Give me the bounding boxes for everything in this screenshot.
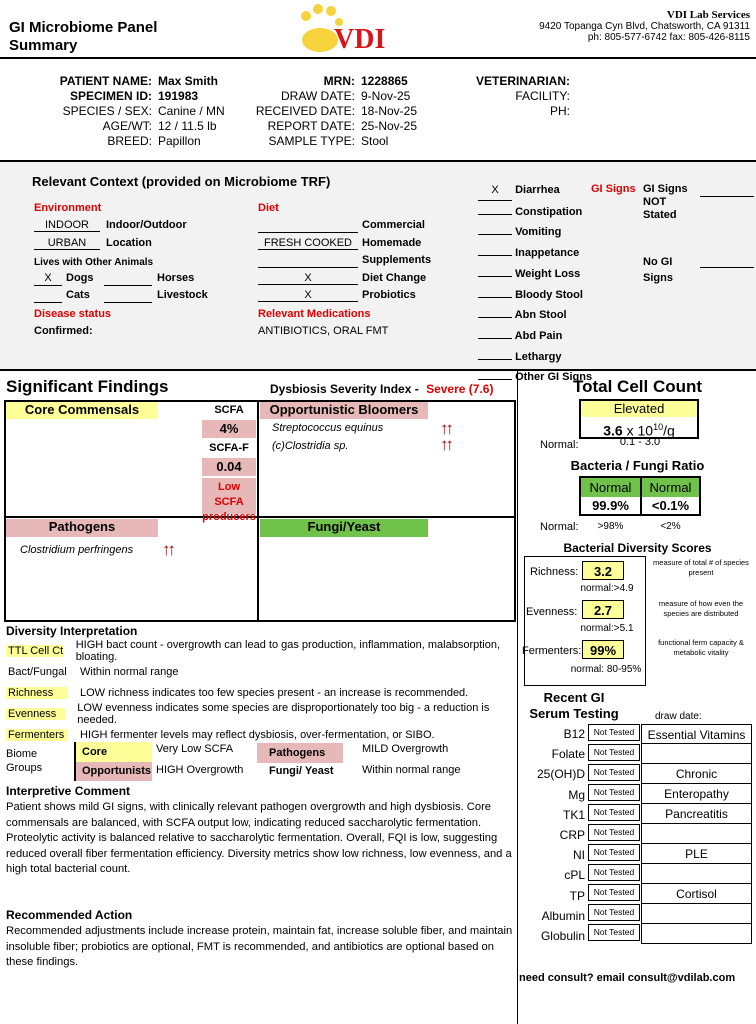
group-empty — [641, 904, 752, 924]
lab-address: 9420 Topanga Cyn Blvd, Chatsworth, CA 91311 — [539, 21, 750, 32]
commercial-mark — [258, 219, 358, 233]
test-result: Not Tested — [588, 724, 640, 741]
fermenters-label: Fermenters: — [522, 645, 582, 657]
sign-mark — [478, 366, 512, 380]
sign-mark — [478, 304, 512, 318]
context-section — [0, 160, 756, 384]
fermenters-value: 99% — [582, 640, 624, 659]
total-cell-title: Total Cell Count — [572, 377, 703, 396]
sign-label: Weight Loss — [515, 267, 581, 280]
sign-row — [478, 325, 592, 346]
total-cell-box — [579, 399, 699, 439]
test-name: Albumin — [541, 908, 585, 923]
dys-label: Dysbiosis Severity Index - — [270, 382, 419, 396]
test-name: TP — [569, 888, 585, 903]
fermenters-normal: normal: 80-95% — [570, 664, 642, 675]
sign-mark — [478, 284, 512, 298]
bact-normal: >98% — [597, 521, 624, 532]
opp-item: (c)Clostridia sp. — [272, 440, 349, 452]
pathogens-label: Pathogens — [257, 743, 343, 763]
dys-value: Severe (7.6) — [426, 382, 494, 396]
patient-name: Max Smith — [158, 74, 219, 88]
no-gi-1: No GI — [643, 256, 673, 268]
group-essential-vitamins: Essential Vitamins — [641, 724, 752, 744]
bact-status: Normal — [581, 478, 640, 497]
sign-row — [478, 346, 592, 367]
up-arrow-icon: ↑↑ — [440, 435, 451, 454]
interp-rows — [6, 640, 511, 745]
breed: Papillon — [158, 134, 201, 148]
serum-test-names — [519, 724, 585, 946]
group-empty — [641, 744, 752, 764]
test-result: Not Tested — [588, 924, 640, 941]
species-sex: Canine / MN — [158, 104, 225, 118]
sign-label: Vomiting — [515, 226, 562, 239]
serum-results — [588, 724, 640, 944]
grid-hline — [6, 516, 514, 518]
opportunists-label: Opportunists — [76, 762, 152, 781]
interp-label: Bact/Fungal — [8, 665, 67, 678]
livestock-mark — [104, 289, 152, 303]
evenness-normal: normal:>5.1 — [580, 623, 634, 634]
test-name: cPL — [564, 868, 585, 883]
interp-label: Richness — [6, 687, 68, 699]
dietchange-label: Diet Change — [362, 272, 427, 284]
horses-label: Horses — [157, 272, 195, 284]
interp-row — [6, 640, 511, 661]
bf-ratio-title: Bacteria / Fungi Ratio — [570, 458, 705, 473]
test-result: Not Tested — [588, 764, 640, 781]
total-unit: x 10 — [622, 422, 654, 439]
action-title: Recommended Action — [6, 908, 133, 922]
gi-signs-line — [700, 196, 754, 197]
label-report: REPORT DATE: — [267, 119, 355, 133]
comment-title: Interpretive Comment — [6, 784, 131, 798]
gi-signs-label: GI Signs — [643, 183, 688, 195]
findings-grid — [4, 400, 516, 622]
total-exp: 10 — [653, 422, 664, 432]
interp-text: HIGH bact count - overgrowth can lead to gas production, inflammation, malabsorption, bloating. — [75, 638, 501, 663]
bf-normal-label: Normal: — [540, 521, 579, 533]
vet-labels — [470, 74, 570, 119]
sign-mark — [478, 242, 512, 256]
indoor-label: Indoor/Outdoor — [106, 219, 187, 231]
pathogens-header: Pathogens — [6, 519, 158, 537]
opportunists-value: HIGH Overgrowth — [156, 764, 244, 776]
total-unit-g: /g — [663, 422, 675, 439]
dietchange-mark: X — [258, 272, 358, 285]
test-name: Globulin — [540, 929, 585, 944]
test-result: Not Tested — [588, 864, 640, 881]
richness-label: Richness: — [530, 566, 579, 578]
core-cell — [74, 742, 152, 762]
dogs-mark: X — [34, 272, 62, 286]
test-name: Mg — [568, 787, 585, 802]
core-value: Very Low SCFA — [156, 743, 234, 755]
group-pancreatitis: Pancreatitis — [641, 804, 752, 824]
test-result: Not Tested — [588, 844, 640, 861]
sign-label: Abn Stool — [514, 309, 567, 322]
sign-mark — [478, 221, 512, 235]
total-status: Elevated — [581, 401, 697, 417]
interp-text: Within normal range — [80, 665, 179, 678]
scfa-value: 4% — [202, 420, 256, 438]
serum-draw-date: draw date: — [655, 711, 702, 722]
up-arrow-icon: ↑↑ — [162, 540, 173, 559]
test-name: NI — [573, 848, 585, 863]
supplements-label: Supplements — [362, 254, 432, 266]
no-gi-line — [700, 267, 754, 268]
group-ple: PLE — [641, 844, 752, 864]
lives-title: Lives with Other Animals — [34, 257, 154, 268]
test-result: Not Tested — [588, 904, 640, 921]
vdi-logo — [296, 2, 386, 62]
total-normal-label: Normal: — [540, 439, 579, 451]
sign-row — [478, 304, 592, 325]
no-gi-2: Signs — [643, 272, 673, 284]
label-sample: SAMPLE TYPE: — [268, 134, 355, 148]
label-draw: DRAW DATE: — [281, 89, 355, 103]
env-title: Environment — [34, 202, 102, 214]
interp-label: Evenness — [6, 708, 65, 720]
sign-label: Other GI Signs — [515, 371, 593, 384]
disease-title: Disease status — [34, 308, 112, 320]
sign-mark — [478, 201, 512, 215]
fungi-normal: <2% — [660, 521, 681, 532]
specimen-id: 191983 — [158, 89, 199, 103]
biome-1: Biome — [6, 748, 38, 760]
homemade-label: Homemade — [362, 237, 422, 249]
total-normal: 0.1 - 3.0 — [619, 436, 661, 448]
age-weight: 12 / 11.5 lb — [158, 119, 217, 133]
sign-row — [478, 201, 592, 222]
sign-label: Diarrhea — [515, 184, 560, 196]
opp-item: Streptococcus equinus — [272, 422, 384, 434]
label-specimen: SPECIMEN ID: — [69, 89, 152, 103]
consult-email[interactable]: need consult? email consult@vdilab.com — [519, 972, 736, 984]
label-species: SPECIES / SEX: — [62, 104, 152, 118]
sign-label: Inappetance — [515, 247, 580, 260]
report-date: 25-Nov-25 — [361, 119, 418, 133]
fungi-status: Normal — [642, 478, 699, 497]
opportunistic-header: Opportunistic Bloomers — [260, 402, 428, 419]
urban-value: URBAN — [34, 237, 100, 250]
dogs-label: Dogs — [66, 272, 94, 284]
probiotics-label: Probiotics — [362, 289, 416, 301]
group-empty — [641, 864, 752, 884]
sign-mark — [478, 263, 512, 277]
richness-normal: normal:>4.9 — [580, 583, 634, 594]
test-result: Not Tested — [588, 804, 640, 821]
interp-label: TTL Cell Ct — [8, 644, 64, 657]
sign-label: Lethargy — [515, 350, 562, 363]
interp-title: Diversity Interpretation — [6, 624, 138, 638]
patient-labels — [0, 74, 152, 149]
comment-text: Patient shows mild GI signs, with clinically relevant pathogen overgrowth and high dysbiosis. Core commensals are balanced, with SCFA output low, indicating reduced saccharolytic fermentation. Proteolytic activity is balanced relative to saccharolytic fermentation. Overall, FQI is low, suggesting reduced overall fiber fermentation efficiency. Diversity metrics show low richness, low evenness, and a high total bacterial count. — [6, 801, 512, 875]
label-facility: FACILITY: — [515, 89, 570, 103]
no-gi-signs — [643, 254, 673, 286]
serum-title — [524, 690, 624, 722]
homemade-value: FRESH COOKED — [258, 237, 358, 250]
draw-date: 9-Nov-25 — [361, 89, 411, 103]
header-divider — [0, 57, 756, 59]
fungi-value: <0.1% — [651, 498, 690, 513]
sign-mark: X — [478, 182, 512, 201]
test-name: 25(OH)D — [536, 767, 585, 782]
interp-text: HIGH fermenter levels may reflect dysbiosis, over-fermentation, or SIBO. — [80, 728, 435, 741]
low-scfa-note — [202, 478, 256, 523]
total-value: 3.6 — [603, 422, 623, 439]
date-values — [361, 74, 417, 149]
horses-mark — [104, 272, 152, 286]
test-name: TK1 — [562, 807, 585, 822]
mrn: 1228865 — [361, 74, 408, 88]
fungi-label: Fungi/ Yeast — [269, 765, 334, 777]
pathogen-item: Clostridium perfringens — [20, 544, 134, 556]
patient-values — [158, 74, 225, 149]
cats-label: Cats — [66, 289, 90, 301]
indoor-value: INDOOR — [34, 219, 100, 232]
context-left — [0, 162, 500, 362]
sign-mark — [478, 346, 512, 360]
interp-label: Fermenters — [6, 729, 68, 741]
sign-row — [478, 242, 592, 263]
interp-row — [6, 682, 511, 703]
lab-phone: ph: 805-577-6742 fax: 805-426-8115 — [587, 32, 750, 43]
logo-text: VDI — [334, 24, 386, 55]
test-result: Not Tested — [588, 884, 640, 901]
scfaf-value: 0.04 — [202, 458, 256, 476]
test-name: Folate — [551, 747, 585, 762]
test-result: Not Tested — [588, 784, 640, 801]
serum-title-1: Recent GI — [543, 690, 605, 705]
gi-signs-status — [643, 183, 688, 222]
context-title: Relevant Context (provided on Microbiome TRF) — [32, 174, 331, 189]
sign-label: Abd Pain — [514, 329, 563, 342]
livestock-label: Livestock — [157, 289, 208, 301]
richness-note: measure of total # of species present — [653, 558, 749, 577]
interp-row — [6, 703, 511, 724]
sign-row — [478, 284, 592, 305]
sign-label: Bloody Stool — [515, 288, 583, 301]
evenness-note: measure of how even the species are distributed — [658, 599, 744, 618]
group-empty — [641, 824, 752, 844]
serum-title-2: Serum Testing — [529, 706, 619, 721]
lab-info — [539, 10, 750, 43]
label-breed: BREED: — [107, 134, 152, 148]
label-mrn: MRN: — [323, 74, 355, 88]
diversity-title: Bacterial Diversity Scores — [563, 541, 712, 555]
interp-text: LOW richness indicates too few species present - an increase is recommended. — [80, 686, 469, 699]
group-empty — [641, 784, 752, 804]
test-name: B12 — [563, 727, 585, 741]
test-result: Not Tested — [588, 744, 640, 761]
gi-signs-red: GI Signs — [591, 183, 636, 195]
not-stated-2: Stated — [643, 209, 677, 221]
evenness-label: Evenness: — [526, 606, 578, 618]
scfa-label: SCFA — [214, 404, 244, 416]
label-received: RECEIVED DATE: — [255, 104, 355, 118]
bact-value: 99.9% — [592, 498, 629, 513]
lab-name: VDI Lab Services — [666, 9, 750, 21]
group-cortisol: Cortisol — [641, 884, 752, 904]
received-date: 18-Nov-25 — [361, 104, 418, 118]
scfaf-label: SCFA-F — [209, 442, 249, 454]
not-stated-1: NOT — [643, 196, 667, 208]
sign-mark — [478, 325, 512, 339]
evenness-value: 2.7 — [582, 600, 624, 619]
label-ph: PH: — [549, 104, 570, 118]
up-arrow-icon: ↑↑ — [440, 419, 451, 438]
test-result: Not Tested — [588, 824, 640, 841]
biome-2: Groups — [6, 762, 43, 774]
core-label: Core — [76, 742, 152, 762]
fermenters-note: functional ferm capacity & metabolic vitality — [658, 638, 744, 657]
cats-mark — [34, 289, 62, 303]
meds-value: ANTIBIOTICS, ORAL FMT — [258, 325, 389, 337]
label-name: PATIENT NAME: — [59, 74, 152, 88]
fungi-header: Fungi/Yeast — [260, 519, 428, 537]
diet-title: Diet — [258, 202, 279, 214]
grid-vline — [257, 402, 259, 620]
dysbiosis-index — [270, 382, 493, 396]
pathogens-value: MILD Overgrowth — [362, 743, 449, 755]
findings-title: Significant Findings — [6, 377, 169, 396]
interp-text: LOW evenness indicates some species are disproportionately too big - a reduction is needed. — [77, 701, 490, 726]
confirmed-label: Confirmed: — [34, 325, 93, 337]
low-scfa-1: Low SCFA — [214, 481, 244, 508]
title-line-2: Summary — [9, 37, 78, 54]
interp-row — [6, 661, 511, 682]
group-empty — [641, 924, 752, 944]
biome-groups-label — [6, 747, 42, 775]
location-label: Location — [106, 237, 152, 249]
gi-signs-list — [478, 182, 592, 387]
action-text: Recommended adjustments include increase protein, maintain fat, increase soluble fiber, and maintain insoluble fiber; probiotics are optional, FMT is recommended, and antibiotics are optional based on these findings. — [6, 925, 513, 968]
opportunists-cell — [74, 762, 152, 781]
probiotics-mark: X — [258, 289, 358, 302]
sign-label: Constipation — [515, 205, 583, 218]
sign-row — [478, 182, 592, 201]
sample-type: Stool — [361, 134, 389, 148]
richness-value: 3.2 — [582, 561, 624, 580]
core-commensals-header: Core Commensals — [6, 402, 158, 419]
label-age: AGE/WT: — [102, 119, 152, 133]
commercial-label: Commercial — [362, 219, 425, 231]
report-title — [9, 19, 157, 55]
sign-row — [478, 221, 592, 242]
title-line-1: GI Microbiome Panel — [9, 19, 158, 36]
date-labels — [230, 74, 355, 149]
label-vet: VETERINARIAN: — [475, 74, 570, 88]
bf-ratio-box — [579, 476, 701, 516]
right-panel-divider — [517, 371, 518, 1024]
supplements-mark — [258, 254, 358, 268]
low-scfa-2: producers — [202, 511, 256, 523]
fungi-value: Within normal range — [362, 764, 461, 776]
meds-title: Relevant Medications — [258, 308, 371, 320]
group-chronic-enteropathy: Chronic Enteropathy — [641, 764, 752, 784]
sign-row — [478, 263, 592, 284]
test-name: CRP — [559, 828, 585, 843]
